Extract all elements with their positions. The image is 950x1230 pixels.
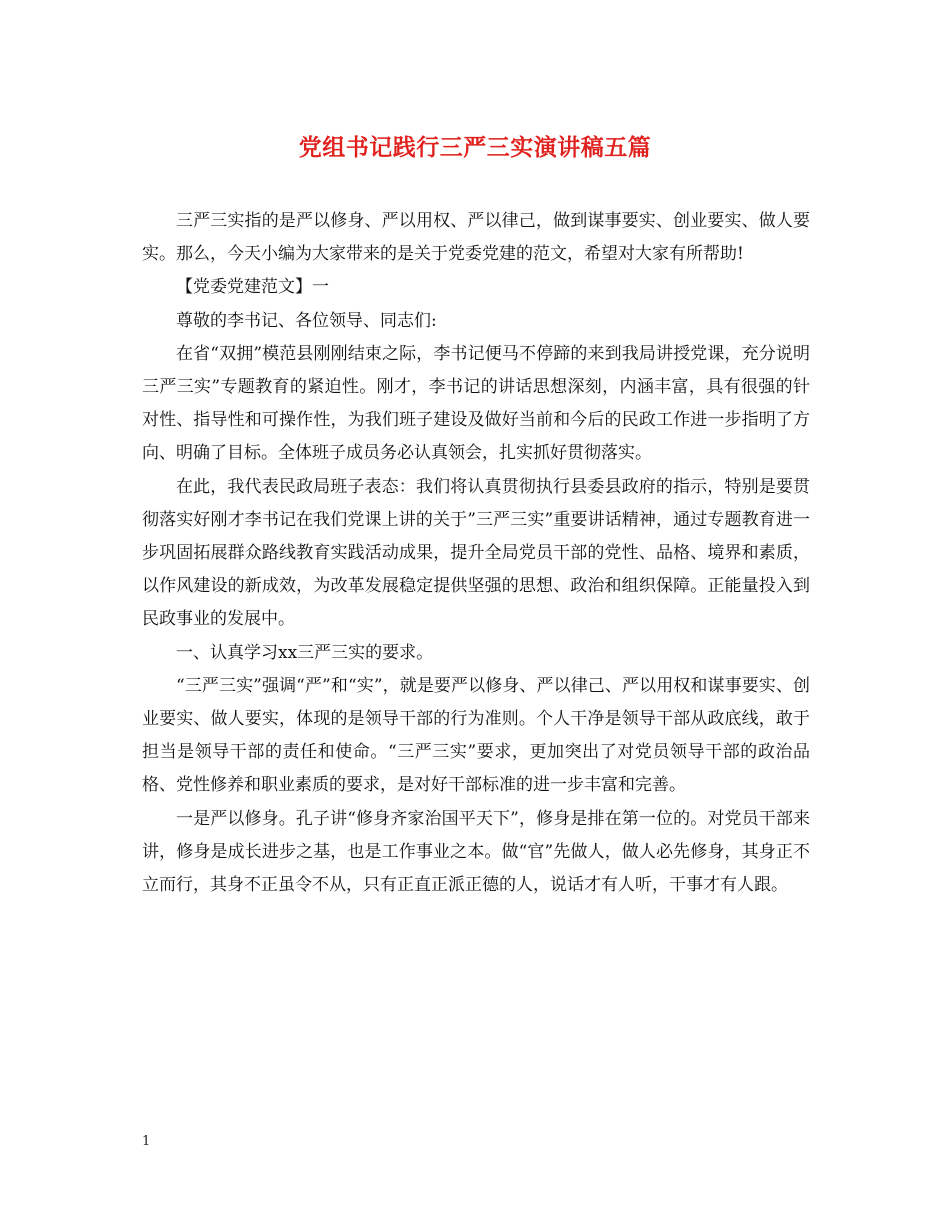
paragraph-subheading-1: 一、认真学习xx三严三实的要求。: [176, 642, 434, 663]
paragraph-body-4: 一是严以修身。孔子讲“修身齐家治国平天下”，修身是排在第一位的。对党员干部来讲，修身是成长进步之基，也是工作事业之本。做“官”先做人，做人必先修身，其身正不立而行，其身不正虽令不从，只有正直正派正德的人，说话才有人听，干事才有人跟。: [142, 808, 810, 896]
document-title: 党组书记践行三严三实演讲稿五篇: [298, 134, 652, 161]
paragraph-body-1: 在省“双拥”模范县刚刚结束之际，李书记便马不停蹄的来到我局讲授党课，充分说明三严三实”专题教育的紧迫性。刚才，李书记的讲话思想深刻，内涵丰富，具有很强的针对性、指导性和可操作性，为我们班子建设及做好当前和今后的民政工作进一步指明了方向、明确了目标。全体班子成员务必认真领会，扎实抓好贯彻落实。: [142, 343, 810, 464]
paragraph-intro: 三严三实指的是严以修身、严以用权、严以律己，做到谋事要实、创业要实、做人要实。那么，今天小编为大家带来的是关于党委党建的范文，希望对大家有所帮助!: [142, 211, 810, 265]
paragraph-salutation: 尊敬的李书记、各位领导、同志们:: [176, 310, 437, 331]
paragraph-body-3: “三严三实”强调“严”和“实”，就是要严以修身、严以律己、严以用权和谋事要实、创业要实、做人要实，体现的是领导干部的行为准则。个人干净是领导干部从政底线，敢于担当是领导干部的责任和使命。“三严三实”要求，更加突出了对党员领导干部的政治品格、党性修养和职业素质的要求，是对好干部标准的进一步丰富和完善。: [142, 675, 810, 796]
page-number: 1: [142, 1134, 151, 1149]
paragraph-body-2: 在此，我代表民政局班子表态：我们将认真贯彻执行县委县政府的指示，特别是要贯彻落实好刚才李书记在我们党课上讲的关于”三严三实”重要讲话精神，通过专题教育进一步巩固拓展群众路线教育实践活动成果，提升全局党员干部的党性、品格、境界和素质，以作风建设的新成效，为改革发展稳定提供坚强的思想、政治和组织保障。正能量投入到民政事业的发展中。: [142, 476, 810, 630]
paragraph-section-heading: 【党委党建范文】一: [176, 277, 329, 298]
document-body: [142, 205, 810, 902]
